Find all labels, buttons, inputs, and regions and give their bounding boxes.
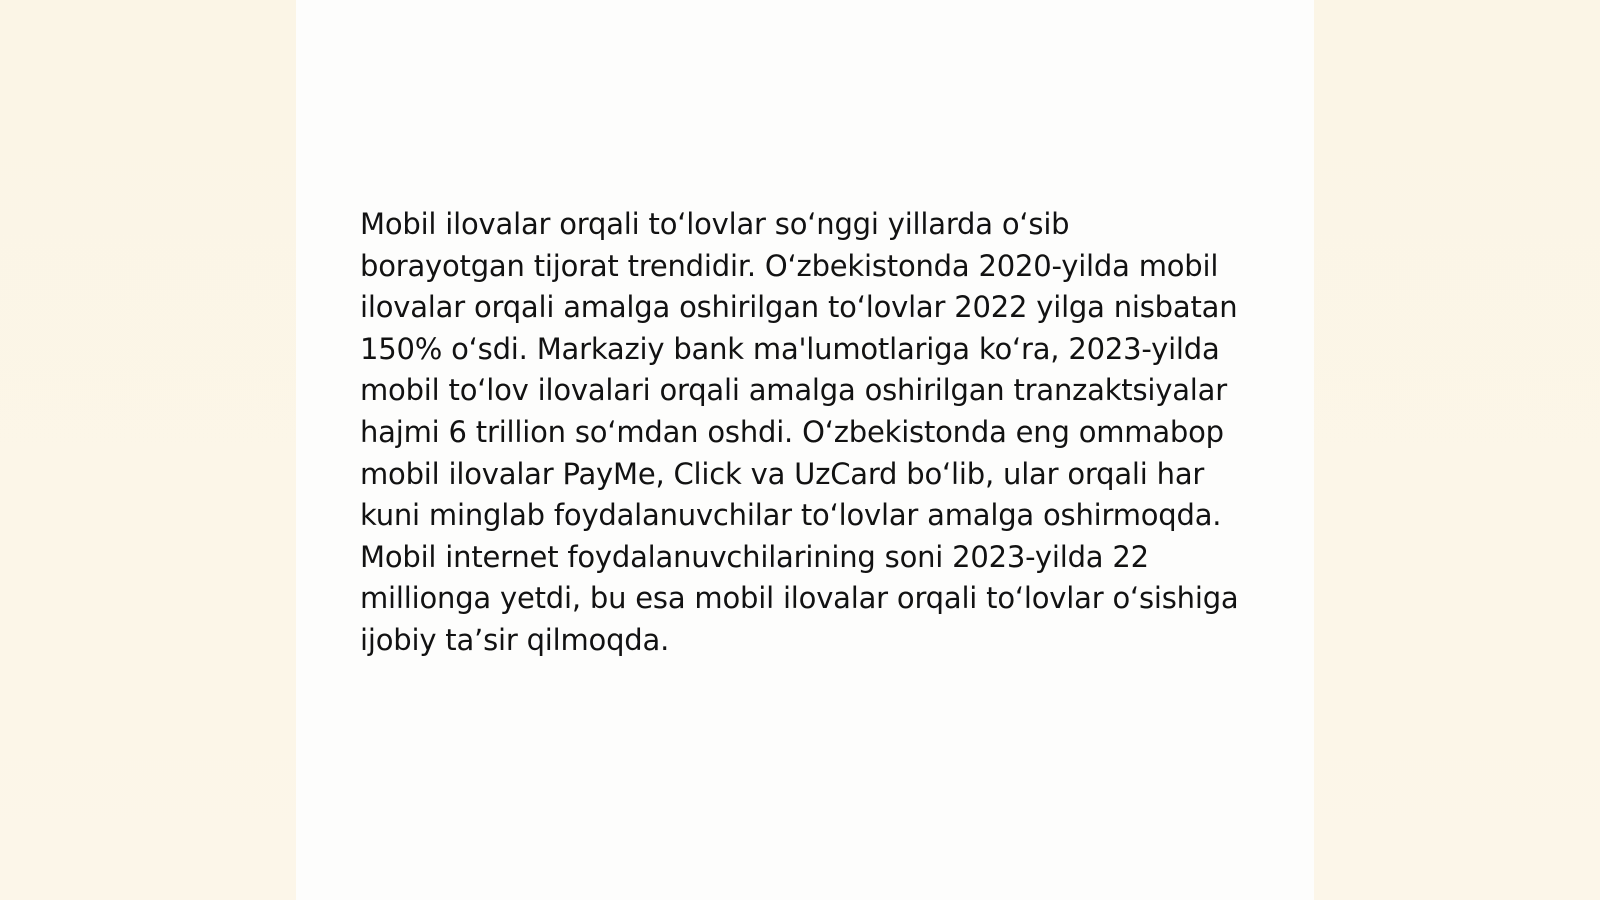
right-margin: [1314, 0, 1600, 900]
slide: [296, 0, 1314, 900]
body-paragraph: Mobil ilovalar orqali to‘lovlar so‘nggi yillarda o‘sib borayotgan tijorat trendidir. O‘zbekistonda 2020-yilda mobil ilovalar orqali amalga oshirilgan to‘lovlar 2022 yilga nisbatan 150% o‘sdi. Markaziy bank ma'lumotlariga ko‘ra, 2023-yilda mobil to‘lov ilovalari orqali amalga oshirilgan tranzaktsiyalar hajmi 6 trillion so‘mdan oshdi. O‘zbekistonda eng ommabop mobil ilovalar PayMe, Click va UzCard bo‘lib, ular orqali har kuni minglab foydalanuvchilar to‘lovlar amalga oshirmoqda. Mobil internet foydalanuvchilarining soni 2023-yilda 22 millionga yetdi, bu esa mobil ilovalar orqali to‘lovlar o‘sishiga ijobiy ta’sir qilmoqda.: [360, 207, 1239, 657]
left-margin: [0, 0, 296, 900]
